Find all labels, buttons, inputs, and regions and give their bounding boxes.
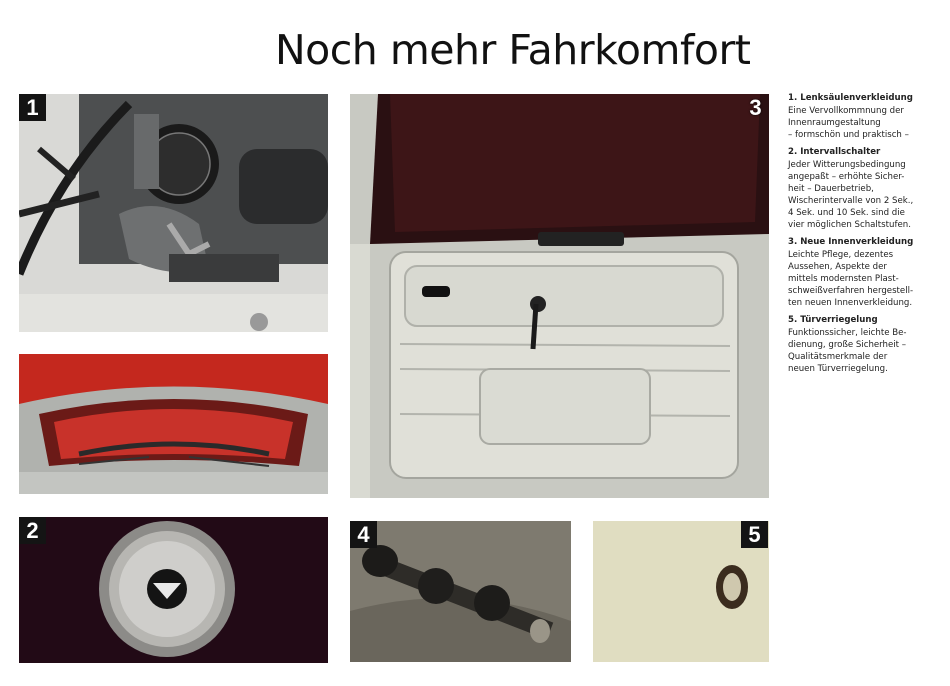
caption-text: Jeder Witterungsbedingung angepaßt – erhöhte Sicher- heit – Dauerbetrieb, Wischerintervalle von 2 Sek., 4 Sek. und 10 Sek. sind die vier möglichen Schaltstufen.: [788, 160, 914, 230]
caption-column: [788, 92, 938, 380]
photo-door-lock: [593, 521, 769, 662]
caption-heading: 3. Neue Innenverkleidung: [788, 237, 914, 247]
photo-number: 4: [350, 521, 377, 548]
caption-block: [788, 314, 938, 375]
photo-steering-column: [19, 94, 328, 332]
caption-heading: 2. Intervallschalter: [788, 147, 881, 157]
page-title: Noch mehr Fahrkomfort: [275, 26, 751, 74]
photo-number: 5: [741, 521, 768, 548]
photo-number: 2: [19, 517, 46, 544]
interval-switch-illustration: [19, 517, 328, 663]
door-panel-illustration: [350, 94, 769, 498]
caption-heading: 5. Türverriegelung: [788, 315, 878, 325]
photo-door-panel: [350, 94, 769, 498]
caption-block: [788, 236, 938, 309]
photo-number: 3: [749, 95, 762, 120]
photo-interval-switch: [19, 517, 328, 663]
caption-text: Leichte Pflege, dezentes Aussehen, Aspekte der mittels modernsten Plast- schweißverfahren hergestell- ten neuen Innenverkleidung.: [788, 250, 914, 308]
caption-text: Eine Vervollkommnung der Innenraumgestaltung – formschön und praktisch –: [788, 106, 909, 140]
caption-block: [788, 146, 938, 231]
knobs-illustration: [350, 521, 571, 662]
photo-number: 1: [19, 94, 46, 121]
caption-heading: 1. Lenksäulenverkleidung: [788, 93, 913, 103]
caption-block: [788, 92, 938, 141]
steering-column-illustration: [19, 94, 328, 332]
photo-knobs: [350, 521, 571, 662]
photo-windshield: [19, 354, 328, 494]
caption-text: Funktionssicher, leichte Be- dienung, große Sicherheit – Qualitätsmerkmale der neuen Türverriegelung.: [788, 328, 907, 374]
photo-number: [19, 354, 46, 381]
windshield-illustration: [19, 354, 328, 494]
